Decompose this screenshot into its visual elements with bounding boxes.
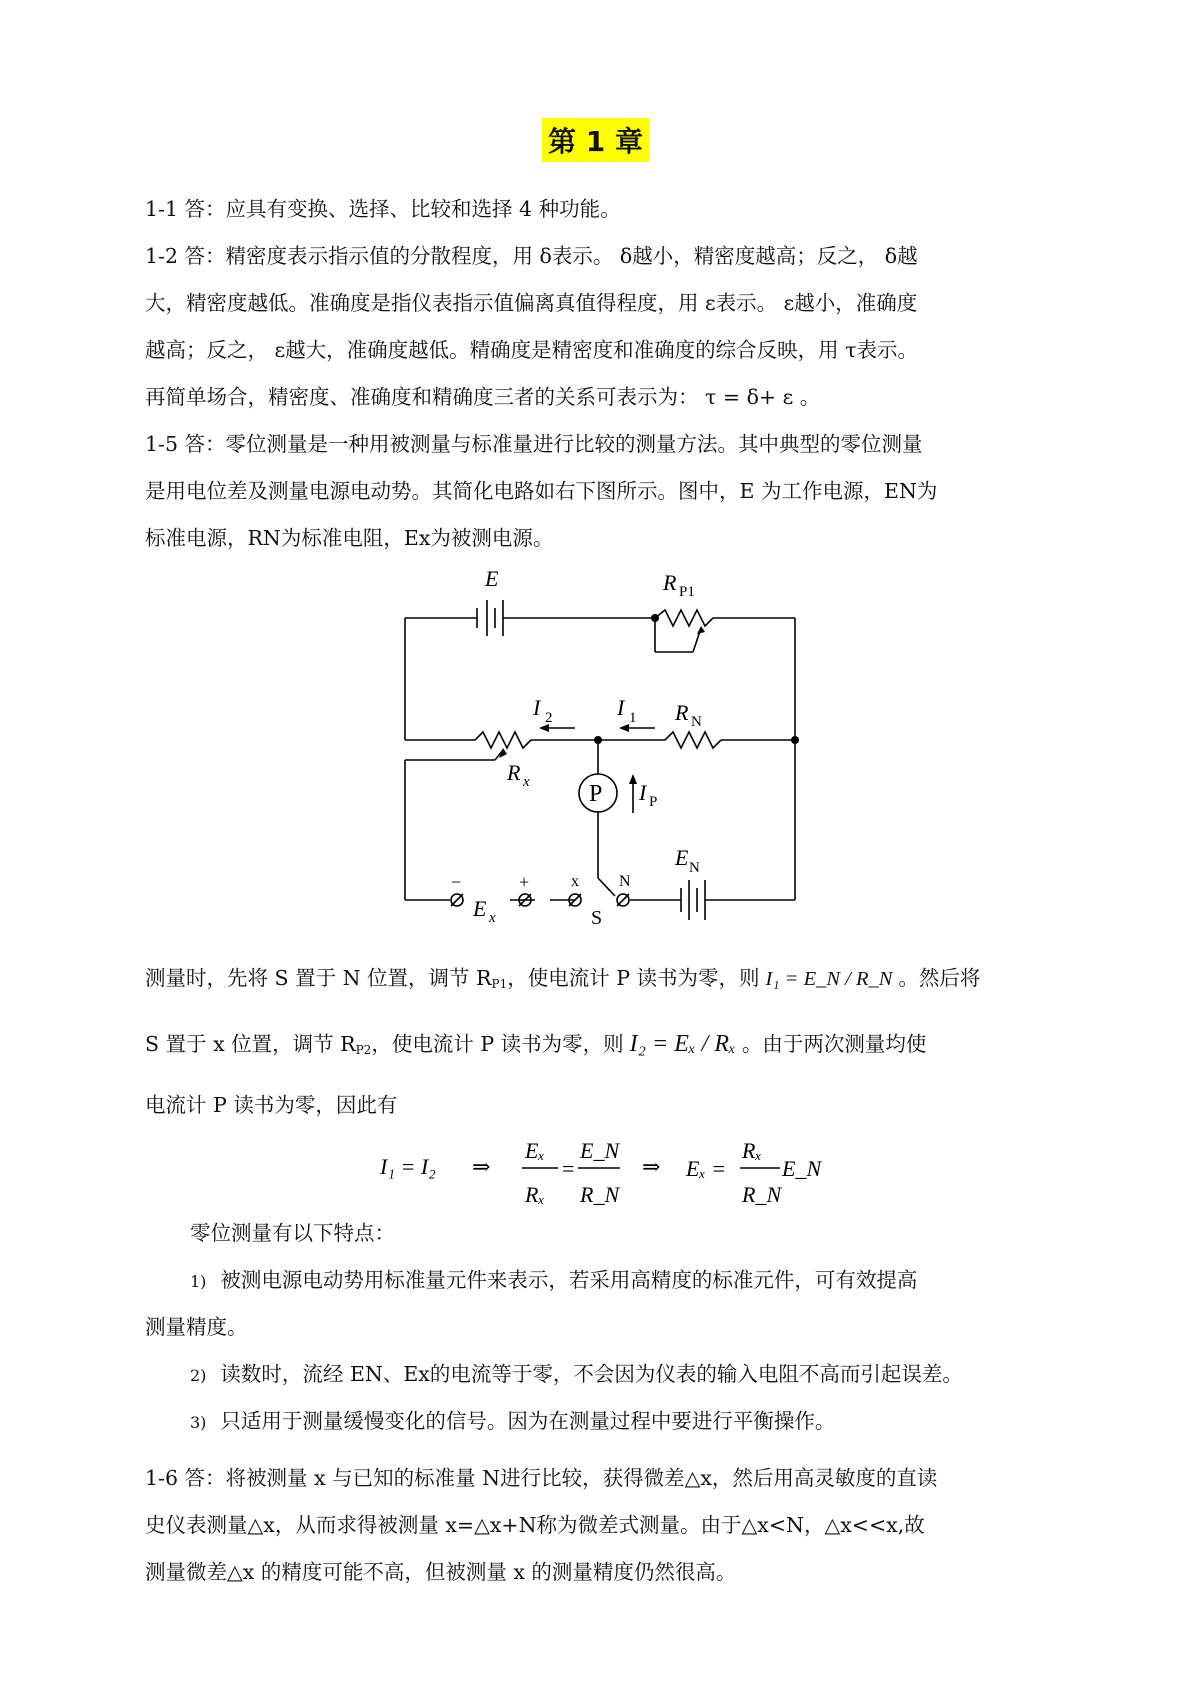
- title-container: [0, 118, 1191, 162]
- answer-1-2: [145, 233, 1055, 421]
- answer-1-5-line1: 1-5 答：零位测量是一种用被测量与标准量进行比较的测量方法。其中典型的零位测量: [145, 432, 923, 456]
- label-I2: I: [533, 695, 541, 720]
- formula-f3-den: R_N: [742, 1182, 782, 1207]
- label-RN: R: [675, 700, 689, 725]
- label-N-terminal: N: [619, 873, 631, 890]
- label-I2-sub: 2: [545, 710, 553, 726]
- formula-f2-den: R_N: [580, 1182, 620, 1207]
- features-intro: 零位测量有以下特点：: [190, 1221, 395, 1245]
- formula-f3-num: Rₓ: [742, 1138, 762, 1163]
- measure-paragraph: [145, 948, 1055, 1130]
- feature-item-2-num: 2): [190, 1366, 207, 1385]
- measure-line2-a: S 置于 x 位置，调节 R: [145, 1032, 356, 1056]
- feature-item-2: [190, 1351, 1060, 1399]
- answer-1-1-text: 1-1 答：应具有变换、选择、比较和选择 4 种功能。: [145, 197, 621, 221]
- feature-item-1: [190, 1257, 1060, 1305]
- feature-item-1-line1: 被测电源电动势用标准量元件来表示，若采用高精度的标准元件，可有效提高: [220, 1268, 918, 1292]
- measure-line1: [145, 948, 1055, 1014]
- label-E: E: [485, 566, 499, 591]
- formula-f1-num: Eₓ: [525, 1138, 545, 1163]
- measure-formula-1: I₁ = E_N / R_N: [765, 968, 893, 990]
- formula-arrow-1: ⇒: [472, 1154, 491, 1179]
- label-Rx: R: [507, 760, 521, 785]
- answer-1-5: [145, 421, 1055, 562]
- measure-line1-b: ，使电流计 P 读书为零，则: [507, 966, 760, 990]
- label-minus: −: [451, 872, 462, 892]
- label-Ex: E: [473, 896, 487, 921]
- formula-f1-den: Rₓ: [525, 1182, 545, 1207]
- label-Rx-sub: x: [523, 774, 530, 790]
- label-S: S: [591, 907, 603, 929]
- label-x-terminal: x: [571, 873, 579, 890]
- formula-arrow-2: ⇒: [642, 1154, 661, 1179]
- measure-line2-c: 。由于两次测量均使: [741, 1032, 927, 1056]
- feature-item-2-text: 读数时，流经 EN、Ex的电流等于零，不会因为仪表的输入电阻不高而引起误差。: [220, 1362, 963, 1386]
- measure-line2-b: ，使电流计 P 读书为零，则: [371, 1032, 624, 1056]
- answer-1-6-line1: 1-6 答：将被测量 x 与已知的标准量 N进行比较，获得微差△x，然后用高灵敏度的直读: [145, 1466, 938, 1490]
- answer-1-2-line1: 1-2 答：精密度表示指示值的分散程度，用 δ表示。 δ越小，精密度越高；反之， δ越: [145, 244, 918, 268]
- label-IP: I: [639, 780, 647, 805]
- feature-item-3-num: 3): [190, 1413, 207, 1432]
- label-plus: +: [519, 872, 530, 892]
- circuit-diagram: [395, 560, 815, 940]
- label-EN: E: [675, 845, 689, 870]
- measure-line1-sub: P1: [491, 977, 508, 991]
- measure-formula-2: I₂ = Eₓ / Rₓ: [629, 1031, 736, 1057]
- feature-item-1-num: 1): [190, 1272, 207, 1291]
- answer-1-6-line3: 测量微差△x 的精度可能不高，但被测量 x 的测量精度仍然很高。: [145, 1560, 737, 1584]
- label-I1-sub: 1: [629, 710, 637, 726]
- answer-1-2-line2: 大，精密度越低。准确度是指仪表指示值偏离真值得程度，用 ε表示。 ε越小，准确度: [145, 291, 918, 315]
- answer-1-5-line3: 标准电源，RN为标准电阻，Ex为被测电源。: [145, 526, 554, 550]
- measure-line2-sub: P2: [355, 1043, 372, 1057]
- feature-item-3-text: 只适用于测量缓慢变化的信号。因为在测量过程中要进行平衡操作。: [220, 1409, 836, 1433]
- label-Ex-sub: x: [489, 910, 496, 926]
- label-EN-sub: N: [689, 860, 700, 876]
- feature-item-3: [190, 1398, 1060, 1446]
- answer-1-6: [145, 1455, 1055, 1596]
- formula-eq: =: [562, 1156, 575, 1181]
- label-RP1: R: [663, 570, 677, 595]
- answer-1-6-line2: 史仪表测量△x，从而求得被测量 x=△x+N称为微差式测量。由于△x<N，△x<<x,故: [145, 1513, 925, 1537]
- measure-line1-a: 测量时，先将 S 置于 N 位置，调节 R: [145, 966, 492, 990]
- derivation-formula: [380, 1120, 840, 1215]
- label-IP-sub: P: [649, 794, 658, 810]
- formula-lhs: I₁ = I₂: [380, 1154, 436, 1179]
- answer-1-5-line2: 是用电位差及测量电源电动势。其简化电路如右下图所示。图中，E 为工作电源，EN为: [145, 479, 938, 503]
- label-I1: I: [617, 695, 625, 720]
- chapter-title: 第 1 章: [542, 118, 649, 162]
- formula-rhs-tail: E_N: [782, 1156, 822, 1181]
- formula-f2-num: E_N: [580, 1138, 620, 1163]
- measure-line3: 电流计 P 读书为零，因此有: [145, 1093, 398, 1117]
- answer-1-2-line4: 再简单场合，精密度、准确度和精确度三者的关系可表示为： τ = δ+ ε 。: [145, 385, 821, 409]
- measure-line2: [145, 1014, 1055, 1080]
- measure-line1-c: 。然后将: [898, 966, 981, 990]
- answer-1-1: [145, 186, 1055, 233]
- label-RN-sub: N: [691, 714, 702, 730]
- formula-rhs-left: Eₓ =: [686, 1156, 727, 1181]
- answer-1-2-line3: 越高；反之， ε越大，准确度越低。精确度是精密度和准确度的综合反映，用 τ表示。: [145, 338, 918, 362]
- feature-item-1-cont: 测量精度。: [145, 1315, 248, 1339]
- label-P: P: [589, 781, 603, 807]
- label-RP1-sub: P1: [679, 584, 695, 600]
